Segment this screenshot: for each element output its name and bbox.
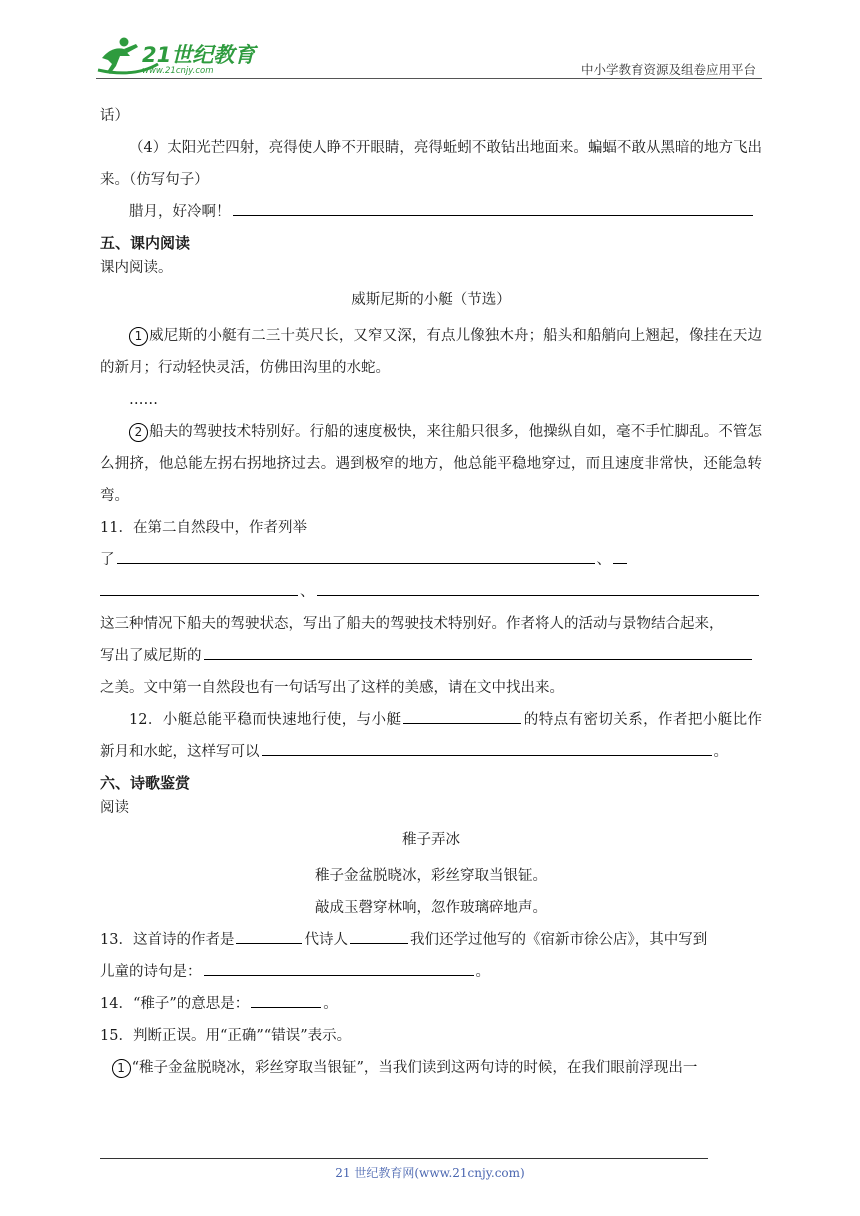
question-4: （4）太阳光芒四射，亮得使人睁不开眼睛，亮得蚯蚓不敢钻出地面来。蝙蝠不敢从黑暗的地方飞出来。（仿写句子） xyxy=(100,140,762,188)
ellipsis: …… xyxy=(129,392,158,408)
answer-blank[interactable] xyxy=(613,562,627,564)
paragraph-number-2: 2 xyxy=(129,423,148,442)
answer-blank[interactable] xyxy=(100,594,298,596)
question-11-blanks-2: 、 xyxy=(100,576,762,608)
answer-blank[interactable] xyxy=(204,658,752,660)
platform-name: 中小学教育资源及组卷应用平台 xyxy=(580,62,756,77)
item-number-1: 1 xyxy=(112,1059,131,1078)
continued-line: 话） xyxy=(100,108,129,124)
answer-blank[interactable] xyxy=(236,942,302,944)
answer-blank[interactable] xyxy=(204,974,474,976)
question-11-blank-3: 写出了威尼斯的 xyxy=(100,640,762,672)
paragraph-number-1: 1 xyxy=(129,327,148,346)
answer-blank[interactable] xyxy=(403,722,521,724)
question-11-text: 这三种情况下船夫的驾驶状态，写出了船夫的驾驶技术特别好。作者将人的活动与景物结合起来， xyxy=(100,616,724,632)
poem-line-1: 稚子金盆脱晓冰，彩丝穿取当银钲。 xyxy=(315,868,547,884)
answer-blank[interactable] xyxy=(262,754,712,756)
question-13: 13．这首诗的作者是 代诗人 我们还学过他写的《宿新市徐公店》，其中写到 xyxy=(100,932,708,948)
section-5-instruction: 课内阅读。 xyxy=(100,260,173,276)
footer-divider xyxy=(100,1158,708,1159)
svg-text:21世纪教育: 21世纪教育 xyxy=(142,43,256,67)
document-body xyxy=(100,100,762,1084)
question-13-line-2: 儿童的诗句是： 。 xyxy=(100,964,490,980)
section-6-heading: 六、诗歌鉴赏 xyxy=(100,774,191,792)
logo xyxy=(94,34,264,78)
question-11: 11．在第二自然段中，作者列举 xyxy=(100,520,307,536)
svg-text:www.21cnjy.com: www.21cnjy.com xyxy=(142,66,214,76)
answer-blank[interactable] xyxy=(350,942,408,944)
question-11-end: 之美。文中第一自然段也有一句话写出了这样的美感，请在文中找出来。 xyxy=(100,680,564,696)
poem-title: 稚子弄冰 xyxy=(402,832,460,848)
runner-logo-icon xyxy=(94,34,264,78)
question-14: 14．“稚子”的意思是： 。 xyxy=(100,996,338,1012)
question-11-blanks-1: 了 、 xyxy=(100,544,762,576)
poem-line-2: 敲成玉磬穿林响，忽作玻璃碎地声。 xyxy=(315,900,547,916)
answer-blank[interactable] xyxy=(317,594,759,596)
section-5-heading: 五、课内阅读 xyxy=(100,234,191,252)
answer-blank[interactable] xyxy=(117,562,595,564)
passage-paragraph-1: 1 威尼斯的小艇有二三十英尺长，又窄又深，有点儿像独木舟；船头和船艄向上翘起，像挂在天边的新月；行动轻快灵活，仿佛田沟里的水蛇。 xyxy=(100,328,762,376)
header-divider xyxy=(96,78,762,79)
answer-blank[interactable] xyxy=(251,1006,321,1008)
section-6-instruction: 阅读 xyxy=(100,800,129,816)
question-15-item-1: 1 “稚子金盆脱晓冰，彩丝穿取当银钲”，当我们读到这两句诗的时候，在我们眼前浮现出一 xyxy=(100,1052,762,1084)
question-4-answer: 腊月，好冷啊！ xyxy=(100,196,762,228)
question-12: 12．小艇总能平稳而快速地行使，与小艇 的特点有密切关系，作者把小艇比作新月和水蛇，这样写可以 。 xyxy=(100,712,762,760)
answer-blank[interactable] xyxy=(233,214,753,216)
question-15: 15．判断正误。用“正确”“错误”表示。 xyxy=(100,1028,352,1044)
passage-title: 威斯尼斯的小艇（节选） xyxy=(351,292,511,308)
passage-paragraph-2: 2 船夫的驾驶技术特别好。行船的速度极快，来往船只很多，他操纵自如，毫不手忙脚乱。不管怎么拥挤，他总能左拐右拐地挤过去。遇到极窄的地方，他总能平稳地穿过，而且速度非常快，还能急转弯。 xyxy=(100,424,762,504)
footer-source[interactable]: 21 世纪教育网(www.21cnjy.com) xyxy=(335,1166,525,1180)
